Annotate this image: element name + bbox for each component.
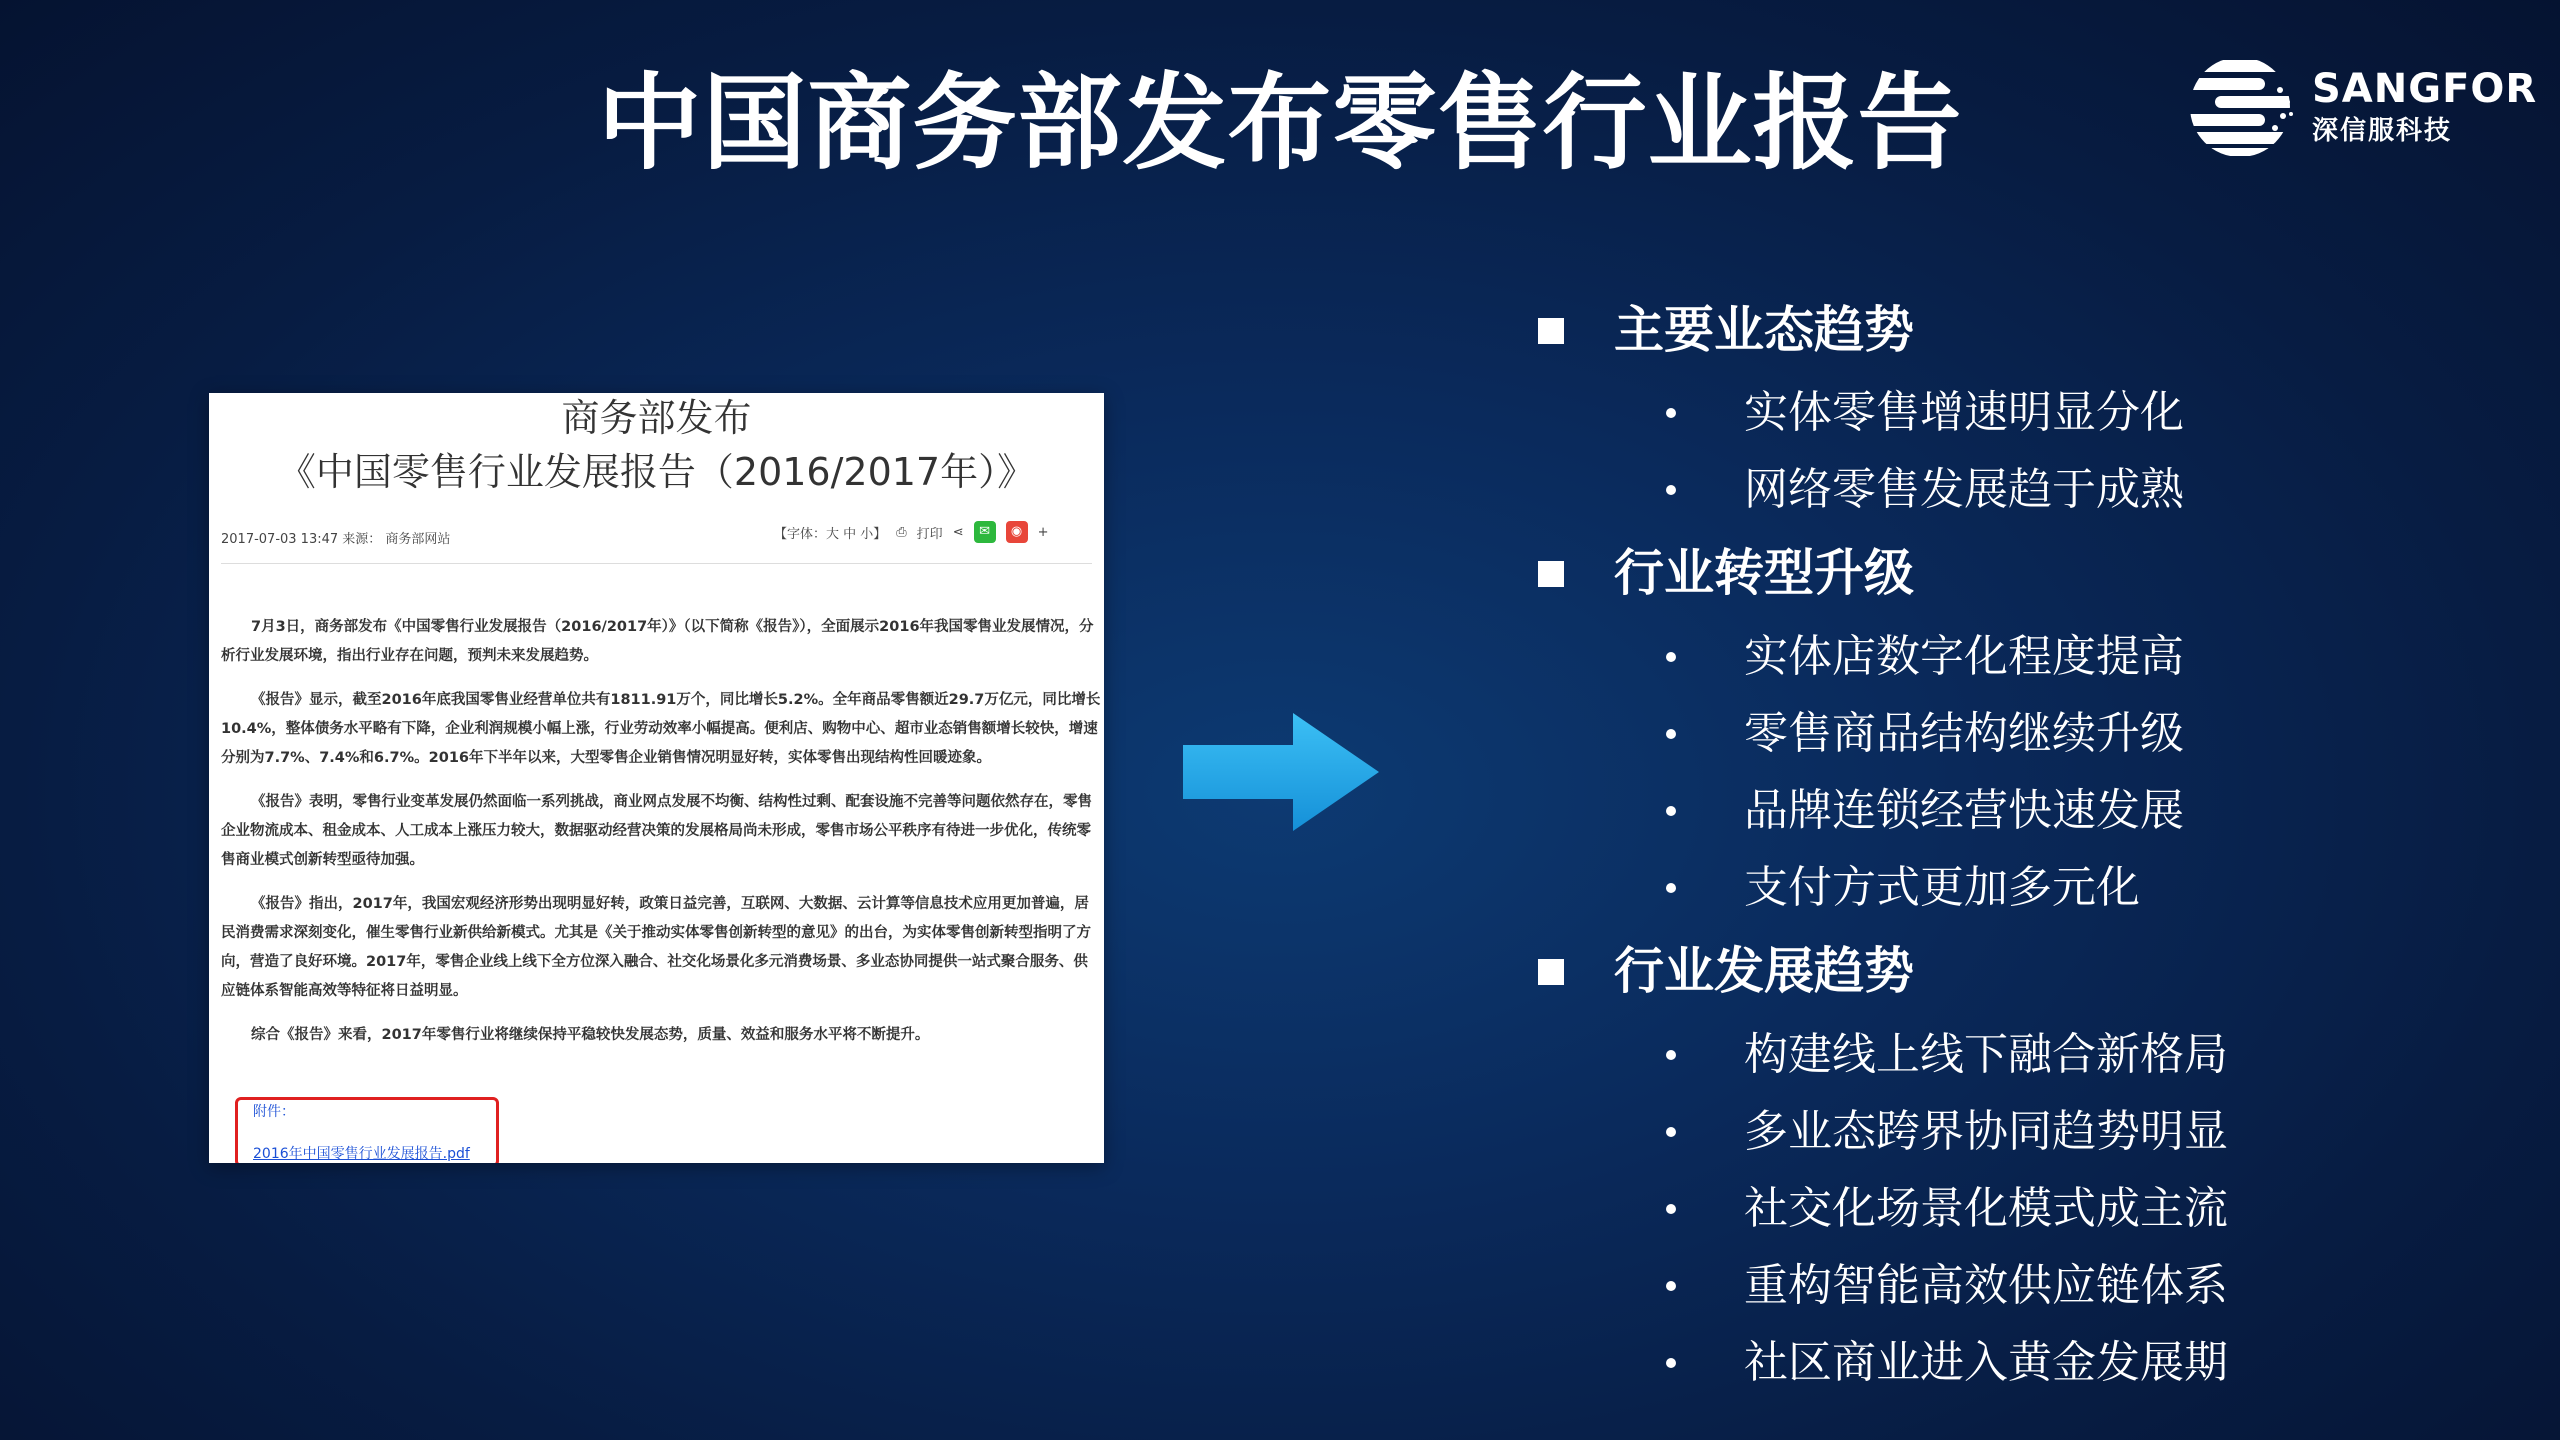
section-label: 行业发展趋势 xyxy=(1614,942,1914,1000)
document-paragraph: 综合《报告》来看，2017年零售行业将继续保持平稳较快发展态势，质量、效益和服务水平将不断提升。 xyxy=(251,1027,930,1043)
list-item-label: 构建线上线下融合新格局 xyxy=(1744,1029,2228,1080)
logo-brand-cn-text: 深信服科技 xyxy=(2312,116,2453,146)
round-bullet-icon xyxy=(1666,408,1676,418)
round-bullet-icon xyxy=(1666,1281,1676,1291)
attachment-link[interactable]: 2016年中国零售行业发展报告.pdf xyxy=(253,1146,470,1162)
list-item-label: 社交化场景化模式成主流 xyxy=(1744,1183,2228,1234)
section-label: 主要业态趋势 xyxy=(1614,301,1914,359)
round-bullet-icon xyxy=(1666,1127,1676,1137)
list-item-label: 重构智能高效供应链体系 xyxy=(1744,1260,2228,1311)
round-bullet-icon xyxy=(1666,1050,1676,1060)
section-label: 行业转型升级 xyxy=(1614,544,1914,602)
round-bullet-icon xyxy=(1666,1204,1676,1214)
list-item-label: 实体零售增速明显分化 xyxy=(1744,387,2184,438)
logo-brand-text: SANGFOR xyxy=(2312,66,2538,112)
document-paragraph: 《报告》指出，2017年，我国宏观经济形势出现明显好转，政策日益完善，互联网、大数据、云计算等信息技术应用更加普遍，居民消费需求深刻变化，催生零售行业新供给新模式。尤其是《关于推动实体零售创新转型的意见》的出台，为实体零售创新转型指明了方向，营造了良好环境。2017年，零售企业线上线下全方位深入融合、社交化场景化多元消费场景、多业态协同提供一站式聚合服务、供应链体系智能高效等特征将日益明显。 xyxy=(221,896,1091,999)
document-meta: 2017-07-03 13:47 来源： 商务部网站 xyxy=(221,532,451,547)
round-bullet-icon xyxy=(1666,729,1676,739)
document-body xyxy=(221,613,1101,1065)
round-bullet-icon xyxy=(1666,1358,1676,1368)
document-divider xyxy=(221,563,1092,564)
attachment-label: 附件： xyxy=(253,1104,295,1120)
list-item-label: 网络零售发展趋于成熟 xyxy=(1744,464,2184,515)
wechat-icon[interactable]: ✉ xyxy=(974,521,996,543)
list-item-label: 多业态跨界协同趋势明显 xyxy=(1744,1106,2228,1157)
document-title-line2: 《中国零售行业发展报告（2016/2017年）》 xyxy=(277,450,1036,494)
slide-title: 中国商务部发布零售行业报告 xyxy=(597,62,1963,184)
right-arrow-icon xyxy=(1183,713,1383,831)
plus-icon[interactable]: + xyxy=(1037,524,1049,540)
document-paragraph: 《报告》表明，零售行业变革发展仍然面临一系列挑战，商业网点发展不均衡、结构性过剩、配套设施不完善等问题依然存在，零售企业物流成本、租金成本、人工成本上涨压力较大，数据驱动经营决策的发展格局尚未形成，零售市场公平秩序有待进一步优化，传统零售商业模式创新转型亟待加强。 xyxy=(221,794,1092,868)
document-title-line1: 商务部发布 xyxy=(561,396,752,440)
sangfor-globe-icon xyxy=(2185,52,2305,162)
round-bullet-icon xyxy=(1666,485,1676,495)
list-item-label: 实体店数字化程度提高 xyxy=(1744,631,2184,682)
round-bullet-icon xyxy=(1666,883,1676,893)
document-paragraph: 《报告》显示，截至2016年底我国零售业经营单位共有1811.91万个，同比增长5.2%。全年商品零售额近29.7万亿元，同比增长10.4%，整体债务水平略有下降，企业利润规模小幅上涨，行业劳动效率小幅提高。便利店、购物中心、超市业态销售额增长较快，增速分别为7.7%、7.4%和6.7%。2016年下半年以来，大型零售企业销售情况明显好转，实体零售出现结构性回暖迹象。 xyxy=(221,692,1101,766)
share-icon[interactable]: ⋖ xyxy=(952,524,964,540)
weibo-icon[interactable]: ◉ xyxy=(1006,521,1028,543)
list-item-label: 品牌连锁经营快速发展 xyxy=(1744,785,2184,836)
list-item-label: 零售商品结构继续升级 xyxy=(1744,708,2184,759)
sangfor-logo xyxy=(2185,52,2538,162)
report-document-screenshot xyxy=(209,393,1104,1163)
square-bullet-icon xyxy=(1538,561,1564,587)
document-toolbar xyxy=(774,521,1049,543)
round-bullet-icon xyxy=(1666,806,1676,816)
list-item-label: 社区商业进入黄金发展期 xyxy=(1744,1337,2228,1388)
print-icon[interactable]: ⎙ xyxy=(896,524,907,540)
print-button[interactable]: 打印 xyxy=(916,526,943,542)
font-size-control[interactable]: 【字体：大 中 小】 xyxy=(774,526,887,542)
document-paragraph: 7月3日，商务部发布《中国零售行业发展报告（2016/2017年）》（以下简称《报告》），全面展示2016年我国零售业发展情况，分析行业发展环境，指出行业存在问题，预判未来发展趋势。 xyxy=(221,619,1094,664)
list-item-label: 支付方式更加多元化 xyxy=(1744,862,2140,913)
square-bullet-icon xyxy=(1538,318,1564,344)
round-bullet-icon xyxy=(1666,652,1676,662)
square-bullet-icon xyxy=(1538,959,1564,985)
